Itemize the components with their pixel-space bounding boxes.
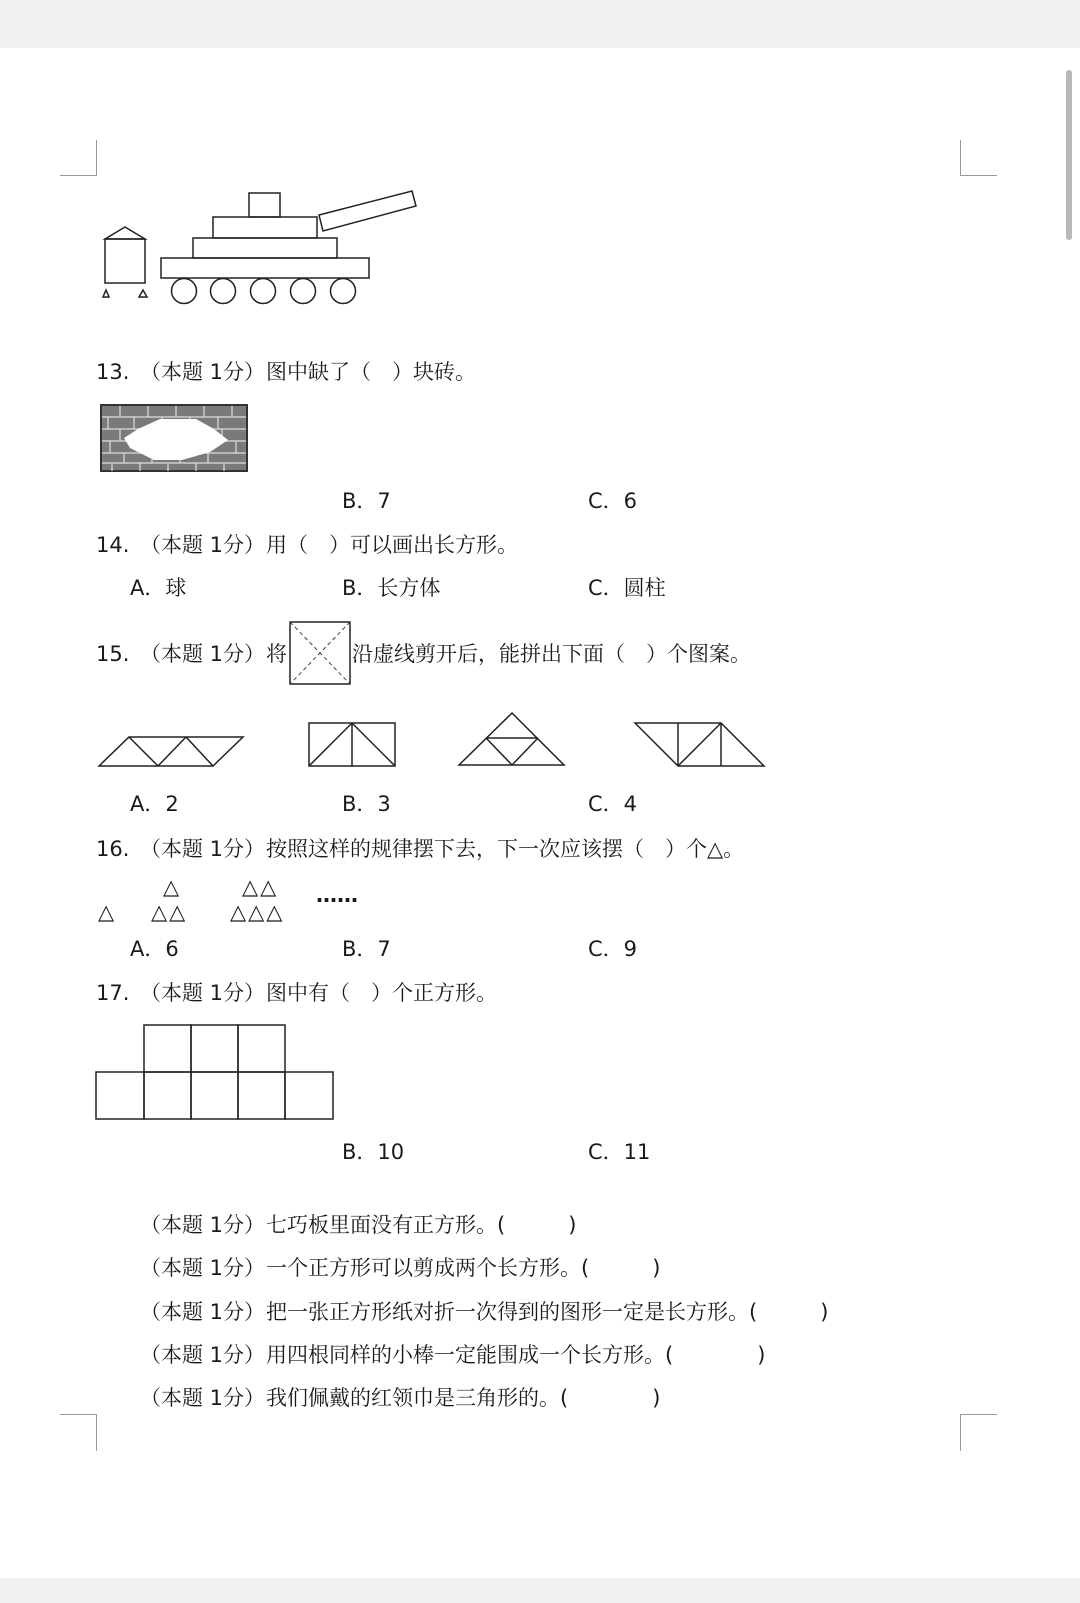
- dashed-square-figure: [289, 621, 351, 685]
- q16-option-a: A．6: [130, 937, 179, 961]
- judgment-3-score: （本题 1分）: [140, 1300, 266, 1324]
- q16-pattern-group1-row1: △: [98, 900, 115, 924]
- q16-option-c: C．9: [588, 937, 638, 961]
- judgment-5-text: 我们佩戴的红领巾是三角形的。( ): [266, 1386, 661, 1410]
- q16-text: 按照这样的规律摆下去，下一次应该摆（ ）个△。: [266, 837, 745, 861]
- q16-pattern-group2-row2: △△: [151, 900, 188, 924]
- judgment-1-text: 七巧板里面没有正方形。( ): [266, 1213, 577, 1237]
- q13-number: 13.: [96, 360, 130, 384]
- q14-option-a: A．球: [130, 576, 187, 600]
- crop-mark-bottom-right: [960, 1414, 997, 1451]
- q15-pattern-3: [458, 712, 566, 768]
- q16-pattern-group2-row1: △: [163, 875, 180, 899]
- judgment-3-text: 把一张正方形纸对折一次得到的图形一定是长方形。( ): [266, 1300, 829, 1324]
- q15-text-after: 沿虚线剪开后，能拼出下面（ ）个图案。: [352, 642, 751, 666]
- q15-pattern-4: [634, 722, 766, 768]
- q15-option-a: A．2: [130, 792, 179, 816]
- tank-figure: [95, 185, 425, 310]
- q16-option-b: B．7: [342, 937, 391, 961]
- judgment-5-score: （本题 1分）: [140, 1386, 266, 1410]
- scrollbar-thumb[interactable]: [1066, 70, 1072, 240]
- q15-score: （本题 1分）: [140, 642, 266, 666]
- q15-pattern-1: [98, 736, 246, 768]
- q15-text-before: 将: [266, 642, 287, 666]
- q13-text: 图中缺了（ ）块砖。: [266, 360, 476, 384]
- q17-number: 17.: [96, 981, 130, 1005]
- judgment-1-score: （本题 1分）: [140, 1213, 266, 1237]
- crop-mark-top-left: [60, 140, 97, 176]
- q14-option-b: B．长方体: [342, 576, 441, 600]
- crop-mark-bottom-left: [60, 1414, 97, 1451]
- q16-pattern-group3-row1: △△: [242, 875, 279, 899]
- judgment-4-score: （本题 1分）: [140, 1343, 266, 1367]
- q16-score: （本题 1分）: [140, 837, 266, 861]
- judgment-4-text: 用四根同样的小棒一定能围成一个长方形。( ): [266, 1343, 766, 1367]
- q16-pattern-group3-row2: △△△: [230, 900, 285, 924]
- crop-mark-top-right: [960, 140, 997, 176]
- q17-option-b: B．10: [342, 1140, 405, 1164]
- q15-option-b: B．3: [342, 792, 391, 816]
- q14-number: 14.: [96, 533, 130, 557]
- q14-option-c: C．圆柱: [588, 576, 666, 600]
- q13-option-c: C．6: [588, 489, 638, 513]
- brick-wall-figure: [100, 404, 250, 474]
- q14-text: 用（ ）可以画出长方形。: [266, 533, 518, 557]
- q16-number: 16.: [96, 837, 130, 861]
- judgment-2-score: （本题 1分）: [140, 1256, 266, 1280]
- q16-pattern-ellipsis: ……: [316, 883, 358, 907]
- q17-text: 图中有（ ）个正方形。: [266, 981, 497, 1005]
- q14-score: （本题 1分）: [140, 533, 266, 557]
- q15-pattern-2: [308, 722, 398, 768]
- q15-number: 15.: [96, 642, 130, 666]
- q13-score: （本题 1分）: [140, 360, 266, 384]
- squares-grid-figure: [95, 1024, 337, 1122]
- q15-option-c: C．4: [588, 792, 638, 816]
- q17-score: （本题 1分）: [140, 981, 266, 1005]
- q13-option-b: B．7: [342, 489, 391, 513]
- q17-option-c: C．11: [588, 1140, 651, 1164]
- judgment-2-text: 一个正方形可以剪成两个长方形。( ): [266, 1256, 661, 1280]
